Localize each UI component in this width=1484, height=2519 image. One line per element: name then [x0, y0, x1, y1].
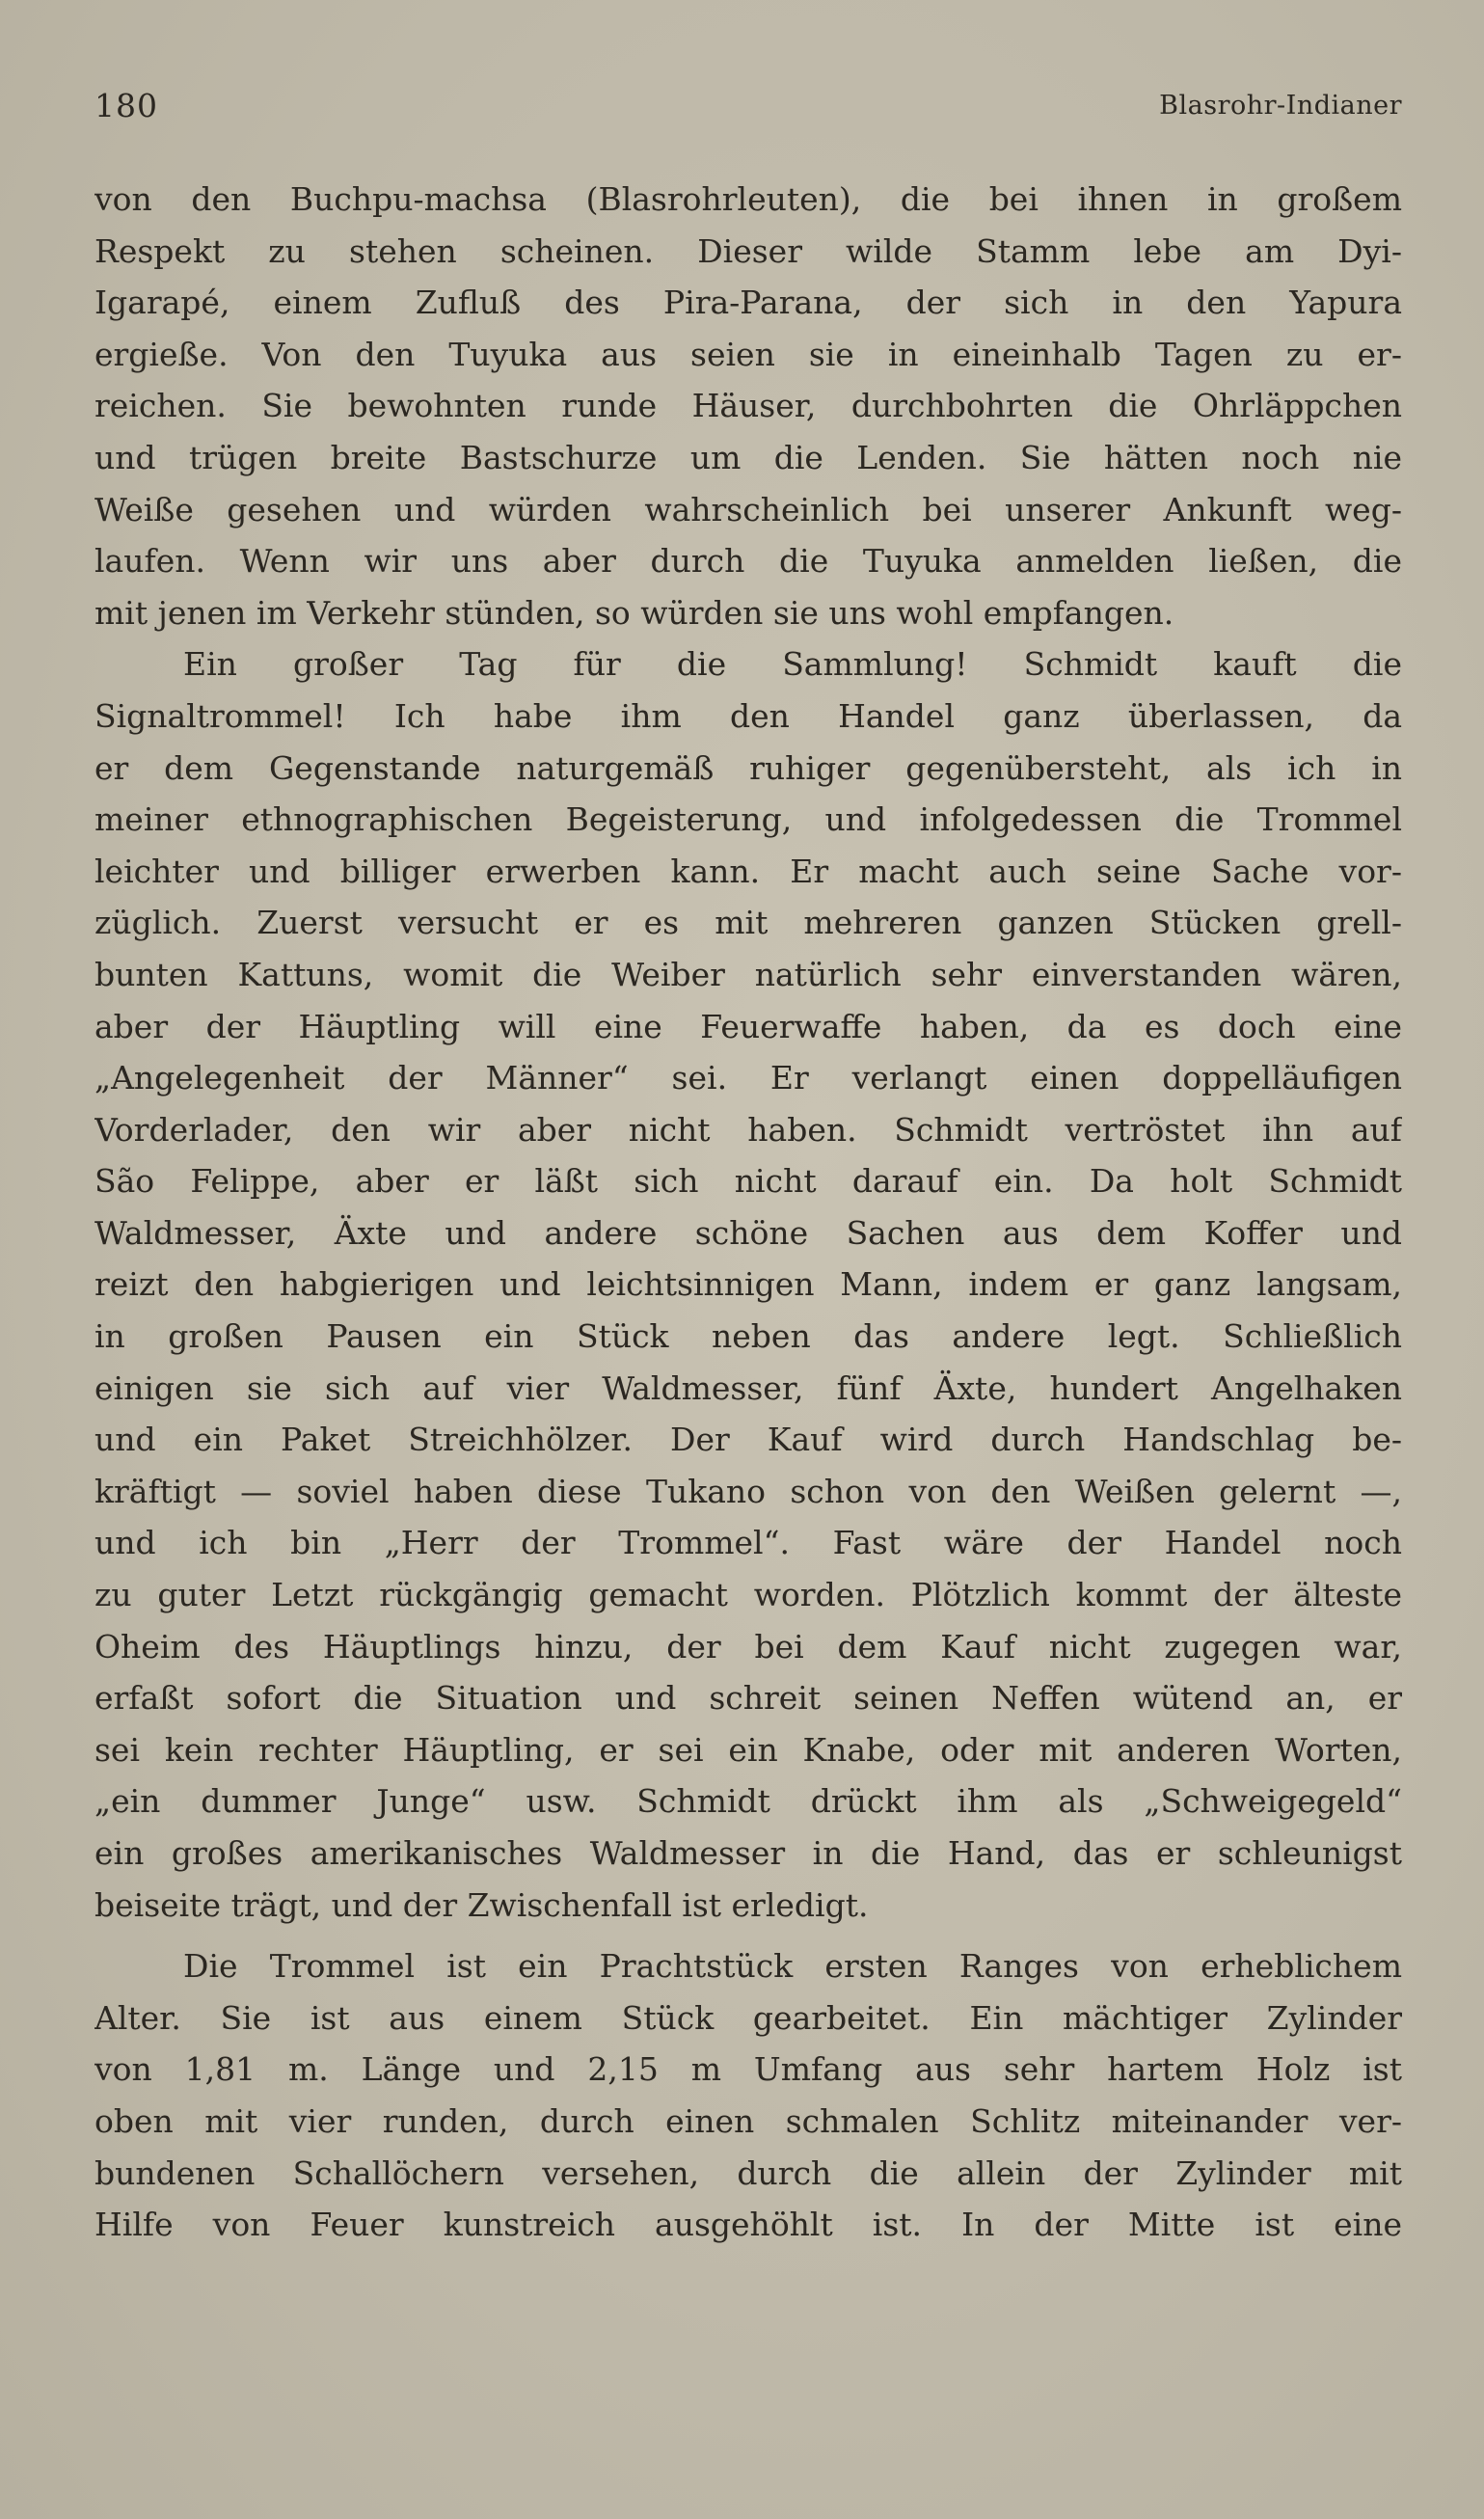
text-line: von 1,81 m. Länge und 2,15 m Umfang aus sehr hartem Holz ist	[94, 2050, 1402, 2089]
text-line: zu guter Letzt rückgängig gemacht worden. Plötzlich kommt der älteste	[94, 1576, 1402, 1614]
running-head: Blasrohr-Indianer	[1159, 91, 1402, 121]
text-line: reizt den habgierigen und leichtsinnigen Mann, indem er ganz langsam,	[94, 1265, 1402, 1304]
text-line: einigen sie sich auf vier Waldmesser, fünf Äxte, hundert Angelhaken	[94, 1368, 1402, 1407]
text-line: reichen. Sie bewohnten runde Häuser, durchbohrten die Ohrläppchen	[94, 387, 1402, 425]
text-line: oben mit vier runden, durch einen schmalen Schlitz miteinander ver-	[94, 2101, 1402, 2140]
text-line: Hilfe von Feuer kunstreich ausgehöhlt ist. In der Mitte ist eine	[94, 2206, 1402, 2244]
text-line: meiner ethnographischen Begeisterung, und infolgedessen die Trommel	[94, 800, 1402, 839]
text-line: „Angelegenheit der Männer“ sei. Er verlangt einen doppelläufigen	[94, 1059, 1402, 1097]
text-line: kräftigt — soviel haben diese Tukano schon von den Weißen gelernt —,	[94, 1472, 1402, 1510]
text-line: ergieße. Von den Tuyuka aus seien sie in eineinhalb Tagen zu er-	[94, 335, 1402, 373]
text-line: Ein großer Tag für die Sammlung! Schmidt kauft die	[183, 645, 1402, 684]
text-line: mit jenen im Verkehr stünden, so würden sie uns wohl empfangen.	[94, 593, 1174, 632]
text-line: Vorderlader, den wir aber nicht haben. Schmidt vertröstet ihn auf	[94, 1110, 1402, 1149]
text-line: São Felippe, aber er läßt sich nicht darauf ein. Da holt Schmidt	[94, 1162, 1402, 1201]
text-line: Waldmesser, Äxte und andere schöne Sachen aus dem Koffer und	[94, 1213, 1402, 1252]
text-line: Signaltrommel! Ich habe ihm den Handel ganz überlassen, da	[94, 696, 1402, 735]
text-line: ein großes amerikanisches Waldmesser in die Hand, das er schleunigst	[94, 1834, 1402, 1872]
text-line: aber der Häuptling will eine Feuerwaffe haben, da es doch eine	[94, 1007, 1402, 1045]
text-line: beiseite trägt, und der Zwischenfall ist erledigt.	[94, 1885, 869, 1924]
text-line: Oheim des Häuptlings hinzu, der bei dem Kauf nicht zugegen war,	[94, 1627, 1402, 1666]
text-line: Respekt zu stehen scheinen. Dieser wilde Stamm lebe am Dyi-	[94, 231, 1402, 270]
text-line: Die Trommel ist ein Prachtstück ersten Ranges von erheblichem	[183, 1947, 1402, 1986]
page-header	[94, 87, 1402, 135]
text-line: in großen Pausen ein Stück neben das andere legt. Schließlich	[94, 1317, 1402, 1356]
text-line: er dem Gegenstande naturgemäß ruhiger gegenübersteht, als ich in	[94, 748, 1402, 787]
text-line: Weiße gesehen und würden wahrscheinlich bei unserer Ankunft weg-	[94, 490, 1402, 528]
text-line: Igarapé, einem Zufluß des Pira-Parana, der sich in den Yapura	[94, 284, 1402, 322]
page-number: 180	[94, 87, 158, 124]
text-line: und trügen breite Bastschurze um die Lenden. Sie hätten noch nie	[94, 438, 1402, 476]
text-line: und ich bin „Herr der Trommel“. Fast wäre der Handel noch	[94, 1524, 1402, 1562]
text-line: züglich. Zuerst versucht er es mit mehreren ganzen Stücken grell-	[94, 904, 1402, 942]
text-line: laufen. Wenn wir uns aber durch die Tuyuka anmelden ließen, die	[94, 542, 1402, 581]
text-line: erfaßt sofort die Situation und schreit seinen Neffen wütend an, er	[94, 1679, 1402, 1718]
text-line: leichter und billiger erwerben kann. Er macht auch seine Sache vor-	[94, 852, 1402, 890]
text-line: bundenen Schallöchern versehen, durch die allein der Zylinder mit	[94, 2153, 1402, 2192]
text-line: Alter. Sie ist aus einem Stück gearbeitet. Ein mächtiger Zylinder	[94, 1998, 1402, 2037]
text-line: sei kein rechter Häuptling, er sei ein Knabe, oder mit anderen Worten,	[94, 1730, 1402, 1769]
text-line: „ein dummer Junge“ usw. Schmidt drückt ihm als „Schweigegeld“	[94, 1782, 1402, 1821]
text-line: und ein Paket Streichhölzer. Der Kauf wird durch Handschlag be-	[94, 1421, 1402, 1459]
text-line: von den Buchpu-machsa (Blasrohrleuten), die bei ihnen in großem	[94, 180, 1402, 218]
body-text	[94, 174, 1402, 2251]
text-line: bunten Kattuns, womit die Weiber natürlich sehr einverstanden wären,	[94, 955, 1402, 993]
